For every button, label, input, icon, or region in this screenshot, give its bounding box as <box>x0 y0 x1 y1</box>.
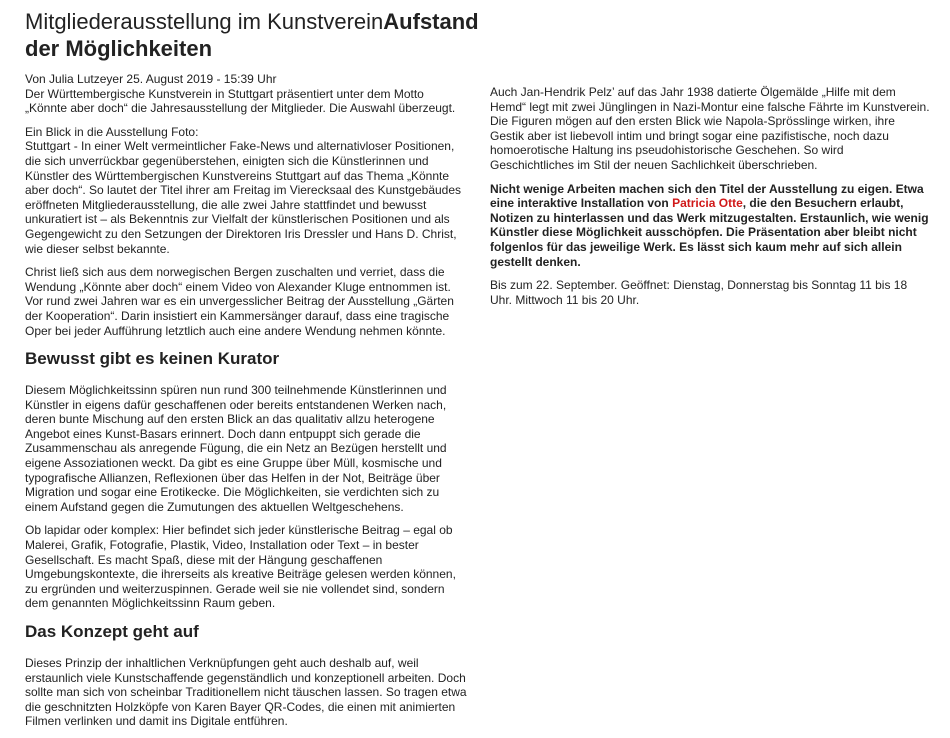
paragraph-6: Auch Jan-Hendrik Pelz’ auf das Jahr 1938 datierte Ölgemälde „Hilfe mit dem Hemd“ legt mit zwei Jünglingen in Nazi-Montur eine falsche Fährte im Kunstverein. Die Figuren mögen auf den ersten Blick wie Napola-Sprösslinge wirken, ihre Gestik aber ist liebevoll intim und bringt sogar eine pazifistische, noch dazu homoerotische Haltung ins pseudohistorische Geschehen. So wird Geschichtliches im Stil der neuen Sachlichkeit überschrieben. <box>490 85 930 172</box>
teaser: Der Württembergische Kunstverein in Stuttgart präsentiert unter dem Motto „Könnte aber doch“ die Jahresausstellung der Mitglieder. Die Auswahl überzeugt. <box>25 86 456 116</box>
artist-link[interactable]: Patricia Otte <box>672 196 743 211</box>
article-title <box>25 8 495 62</box>
paragraph-7-start: Nicht wenige Arbeiten machen sich den Titel der Ausstellung zu eigen. Etwa eine interaktive Installation von <box>490 181 924 211</box>
paragraph-7 <box>490 182 930 270</box>
subheading-kurator: Bewusst gibt es keinen Kurator <box>25 349 280 369</box>
byline: Von Julia Lutzeyer 25. August 2019 - 15:39 Uhr <box>25 72 277 86</box>
paragraph-7-end: , die den Besuchern erlaubt, Notizen zu hinterlassen und das Werk mitzugestalten. Erstaunlich, wie wenig Künstler diese Möglichkeit ausschöpfen. Die Präsentation aber bleibt nicht folgenlos für das jeweilige Werk. Es lässt sich kaum mehr auf sich allein gestellt denken. <box>490 196 929 269</box>
title-kicker: Mitgliederausstellung im Kunstverein <box>25 9 384 34</box>
left-column <box>25 72 467 738</box>
paragraph-2: Christ ließ sich aus dem norwegischen Bergen zuschalten und verriet, dass die Wendung „Könnte aber doch“ einem Video von Alexander Kluge entnommen ist. Vor rund zwei Jahren war es ein unvergesslicher Beitrag der Ausstellung „Gärten der Kooperation“. Darin insistiert ein Kammersänger darauf, dass eine tragische Oper bei jeder Aufführung letztlich auch eine andere Wendung nehmen könnte. <box>25 265 454 338</box>
paragraph-4: Ob lapidar oder komplex: Hier befindet sich jeder künstlerische Beitrag – egal ob Malerei, Grafik, Fotografie, Plastik, Video, Installation oder Text – in bester Gesellschaft. Es macht Spaß, diese mit der Hängung geschaffenen Umgebungskontexte, die ihrerseits als kreative Beiträge gelesen werden können, zu ergründen und weiterzuspinnen. Gerade weil sie nie vollendet sind, sondern dem genannten Möglichkeitssinn Raum geben. <box>25 523 456 611</box>
paragraph-1-text: Stuttgart - In einer Welt vermeintlicher Fake-News und alternativloser Positionen, die sich unverrückbar gegenüberstehen, einigten sich die Künstlerinnen und Künstler des Württembergischen Kunstvereins Stuttgart auf das Thema „Könnte aber doch“. So lautet der Titel ihrer am Freitag im Vierecksaal des Kunstgebäudes eröffneten Mitgliederausstellung, die alle zwei Jahre stattfindet und bewusst unkuratiert ist – als Bekenntnis zur Vielfalt der künstlerischen Positionen und als Gegengewicht zu den Setzungen der Direktoren Iris Dressler und Hans D. Christ, wie dieser selbst bekannte. <box>25 139 462 256</box>
paragraph-1 <box>25 125 467 256</box>
paragraph-5: Dieses Prinzip der inhaltlichen Verknüpfungen geht auch deshalb auf, weil erstaunlich viele Kunstschaffende gegenständlich und konzeptionell arbeiten. Doch sollte man sich von scheinbar Traditionellem nicht täuschen lassen. So tragen etwa die geschnitzten Holzköpfe von Karen Bayer QR-Codes, die einen mit animierten Filmen verlinken und damit ins Digitale entführen. <box>25 656 467 729</box>
image-caption: Ein Blick in die Ausstellung Foto: <box>25 124 199 139</box>
article-intro <box>25 72 467 116</box>
paragraph-3: Diesem Möglichkeitssinn spüren nun rund 300 teilnehmende Künstlerinnen und Künstler in eigens dafür geschaffenen oder bereits entstandenen Werken nach, deren bunte Mischung auf den ersten Blick an das qualitativ allzu heterogene Angebot eines Kunst-Basars erinnert. Doch dann entpuppt sich gerade die Zusammenschau als anregende Fügung, die ein Netz an Bezügen herstellt und eigene Assoziationen weckt. Da gibt es eine Gruppe über Müll, kosmische und typografische Allianzen, Reflexionen über das Helfen in der Not, Beiträge über Migration und sogar eine Erotikecke. Die Möglichkeiten, sie verdichten sich zu einem Aufstand gegen die Zumutungen des aktuellen Weltgeschehens. <box>25 383 447 514</box>
right-column <box>490 85 930 316</box>
title-headline: Aufstand der Möglichkeiten <box>25 9 479 61</box>
opening-hours: Bis zum 22. September. Geöffnet: Dienstag, Donnerstag bis Sonntag 11 bis 18 Uhr. Mittwoch 11 bis 20 Uhr. <box>490 278 908 307</box>
subheading-konzept: Das Konzept geht auf <box>25 622 199 641</box>
